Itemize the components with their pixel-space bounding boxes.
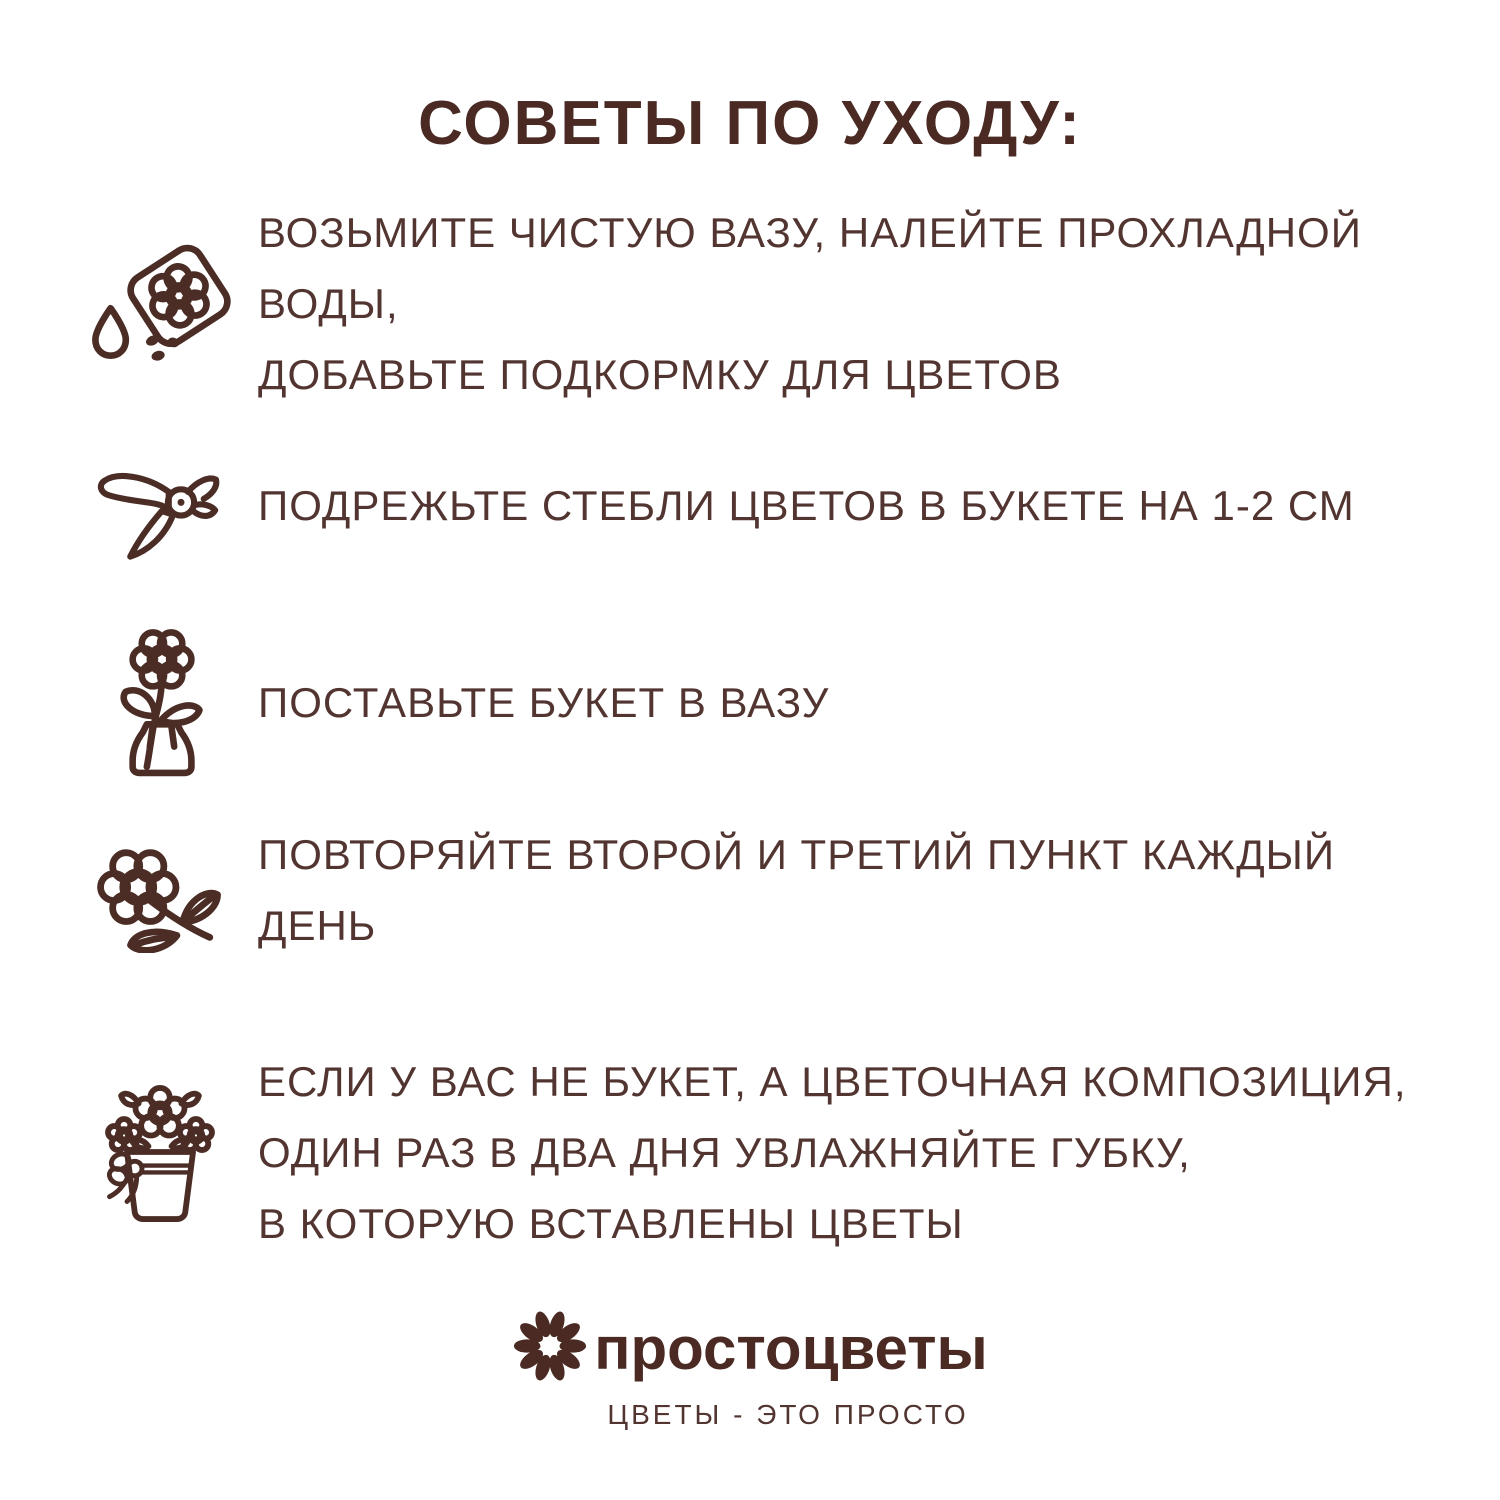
care-tip-line: В КОТОРУЮ ВСТАВЛЕНЫ ЦВЕТЫ — [258, 1199, 964, 1247]
care-tip-item — [80, 812, 1460, 967]
care-tip-text — [258, 819, 1460, 961]
care-tip-line: ПОСТАВЬТЕ БУКЕТ В ВАЗУ — [258, 679, 830, 726]
care-tip-text — [258, 1046, 1407, 1259]
care-tip-text — [258, 667, 829, 738]
care-tip-item — [80, 208, 1460, 398]
care-tip-item — [80, 625, 1460, 780]
care-tip-line: ДОБАВЬТЕ ПОДКОРМКУ ДЛЯ ЦВЕТОВ — [258, 350, 1062, 398]
care-tip-text — [258, 197, 1460, 410]
care-tip-line: ВОЗЬМИТЕ ЧИСТУЮ ВАЗУ, НАЛЕЙТЕ ПРОХЛАДНОЙ ВОДЫ, — [258, 208, 1362, 327]
care-tip-line: ПОВТОРЯЙТЕ ВТОРОЙ И ТРЕТИЙ ПУНКТ КАЖДЫЙ ДЕНЬ — [258, 830, 1336, 949]
flower-pot-icon — [80, 1082, 240, 1223]
pruning-shears-icon — [80, 448, 240, 562]
care-tip-text — [258, 470, 1355, 541]
brand-wordmark: простоцветы — [594, 1315, 988, 1382]
fertilizer-packet-icon — [80, 242, 240, 364]
page-title: СОВЕТЫ ПО УХОДУ: — [418, 89, 1082, 158]
brand-tagline: ЦВЕТЫ - ЭТО ПРОСТО — [607, 1399, 969, 1430]
care-tip-line: ОДИН РАЗ В ДВА ДНЯ УВЛАЖНЯЙТЕ ГУБКУ, — [258, 1128, 1191, 1176]
footer-logo — [0, 1308, 1500, 1431]
flower-in-vase-icon — [80, 627, 240, 779]
care-tip-line: ПОДРЕЖЬТЕ СТЕБЛИ ЦВЕТОВ В БУКЕТЕ НА 1-2 СМ — [258, 481, 1355, 529]
care-tip-line: ЕСЛИ У ВАС НЕ БУКЕТ, А ЦВЕТОЧНАЯ КОМПОЗИЦИЯ, — [258, 1057, 1407, 1105]
care-tip-item — [80, 430, 1460, 580]
flower-icon — [80, 827, 240, 953]
flower-logo-icon — [512, 1308, 588, 1389]
care-tip-item — [80, 1042, 1460, 1262]
